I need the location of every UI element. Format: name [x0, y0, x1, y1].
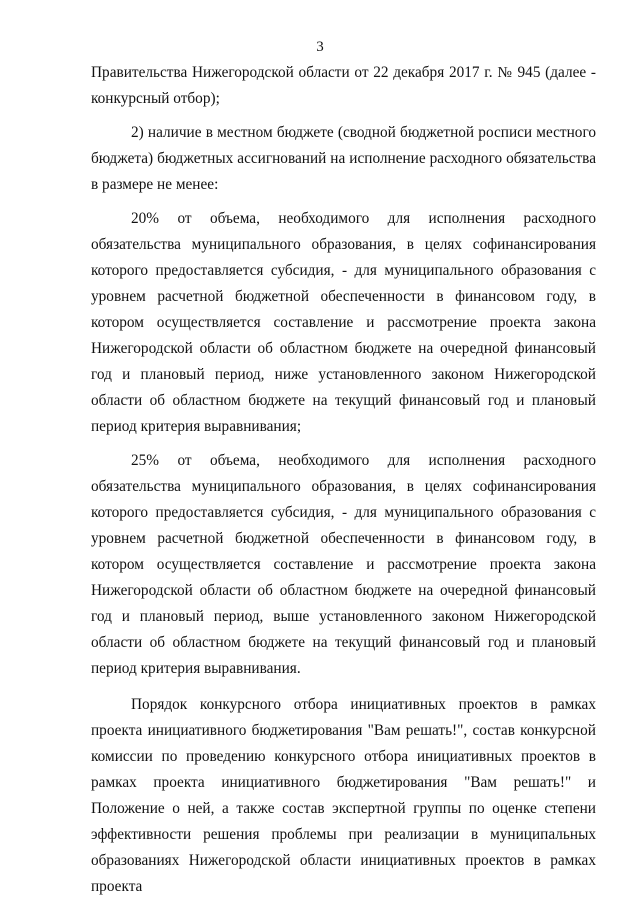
- paragraph-25-percent: 25% от объема, необходимого для исполнения расходного обязательства муниципального образования, в целях софинансирования которого предоставляется субсидия, - для муниципального образования с уровнем расчетной бюджетной обеспеченности в финансовом году, в котором осуществляется составление и рассмотрение проекта закона Нижегородской области об областном бюджете на очередной финансовый год и плановый период, выше установленного законом Нижегородской области об областном бюджете на текущий финансовый год и плановый период критерия выравнивания.: [91, 452, 596, 677]
- paragraph-procedure: Порядок конкурсного отбора инициативных проектов в рамках проекта инициативного бюджетирования "Вам решать!", состав конкурсной комиссии по проведению конкурсного отбора инициативных проектов в рамках проекта инициативного бюджетирования "Вам решать!" и Положение о ней, а также состав экспертной группы по оценке степени эффективности решения проблемы при реализации в муниципальных образованиях Нижегородской области инициативных проектов в рамках проекта: [91, 696, 596, 895]
- paragraph-item-2: 2) наличие в местном бюджете (сводной бюджетной росписи местного бюджета) бюджетных ассигнований на исполнение расходного обязательства в размере не менее:: [91, 124, 596, 193]
- page-number: 3: [316, 39, 324, 55]
- paragraph-continuation: Правительства Нижегородской области от 22 декабря 2017 г. № 945 (далее - конкурсный отбор);: [91, 64, 596, 107]
- paragraph-20-percent: 20% от объема, необходимого для исполнения расходного обязательства муниципального образования, в целях софинансирования которого предоставляется субсидия, - для муниципального образования с уровнем расчетной бюджетной обеспеченности в финансовом году, в котором осуществляется составление и рассмотрение проекта закона Нижегородской области об областном бюджете на очередной финансовый год и плановый период, ниже установленного законом Нижегородской области об областном бюджете на текущий финансовый год и плановый период критерия выравнивания;: [91, 210, 596, 435]
- document-body: [91, 60, 596, 900]
